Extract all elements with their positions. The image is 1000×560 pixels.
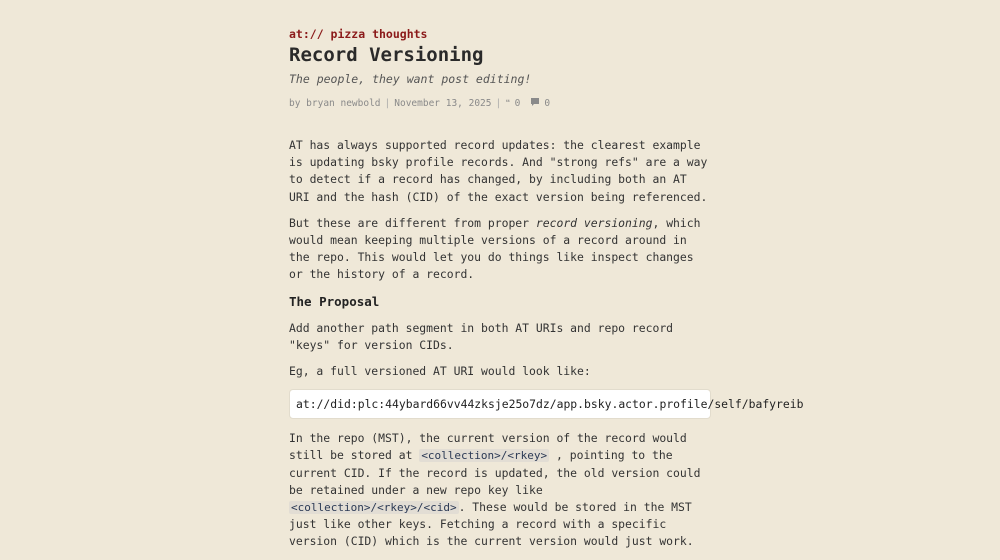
reply-icon [530,97,540,110]
paragraph: Add another path segment in both AT URIs and repo record "keys" for version CIDs. [289,320,674,352]
quote-count[interactable]: 0 [514,98,521,109]
code-block[interactable]: at://did:plc:44ybard66vv44zksje25o7dz/app.bsky.actor.profile/self/bafyreib [289,389,711,419]
quote-icon: ❝ [505,98,511,109]
post-subtitle: The people, they want post editing! [289,72,532,86]
reply-count[interactable]: 0 [544,98,551,109]
section-heading: The Proposal [289,293,380,309]
inline-code: <collection>/<rkey> [421,449,548,463]
emphasis-text: record versioning [535,215,653,230]
inline-code: <collection>/<rkey>/<cid> [291,501,457,515]
text-span: , which would mean keeping multiple versions of a record around in the repo. This would let you do things like inspect changes or the history of a record. [289,215,701,282]
author-link[interactable]: by bryan newbold [289,98,381,109]
paragraph: AT has always supported record updates: the clearest example is updating bsky profile records. And "strong refs" are a way to detect if a record has changed, by including both an AT URI and the hash (CID) of the exact version being referenced. [289,138,708,204]
paragraph [289,215,711,284]
paragraph [289,430,711,550]
text-span: . These would be stored in the MST just like other keys. Fetching a record with a specific version (CID) which is the current version would just work. [289,500,694,549]
post-meta [289,97,550,110]
post-date: November 13, 2025 [394,98,492,109]
text-span: In the repo (MST), the current version of the record would still be stored at [289,431,687,463]
text-span: But these are different from proper [289,215,536,230]
article-body [289,137,804,560]
meta-separator: | [384,98,391,109]
paragraph: Eg, a full versioned AT URI would look like: [289,364,591,379]
site-name-link[interactable]: at:// pizza thoughts [289,27,428,41]
post-title: Record Versioning [289,44,484,66]
meta-separator: | [495,98,502,109]
text-span: , pointing to the current CID. If the record is updated, the old version could be retained under a new repo key like [289,448,701,497]
